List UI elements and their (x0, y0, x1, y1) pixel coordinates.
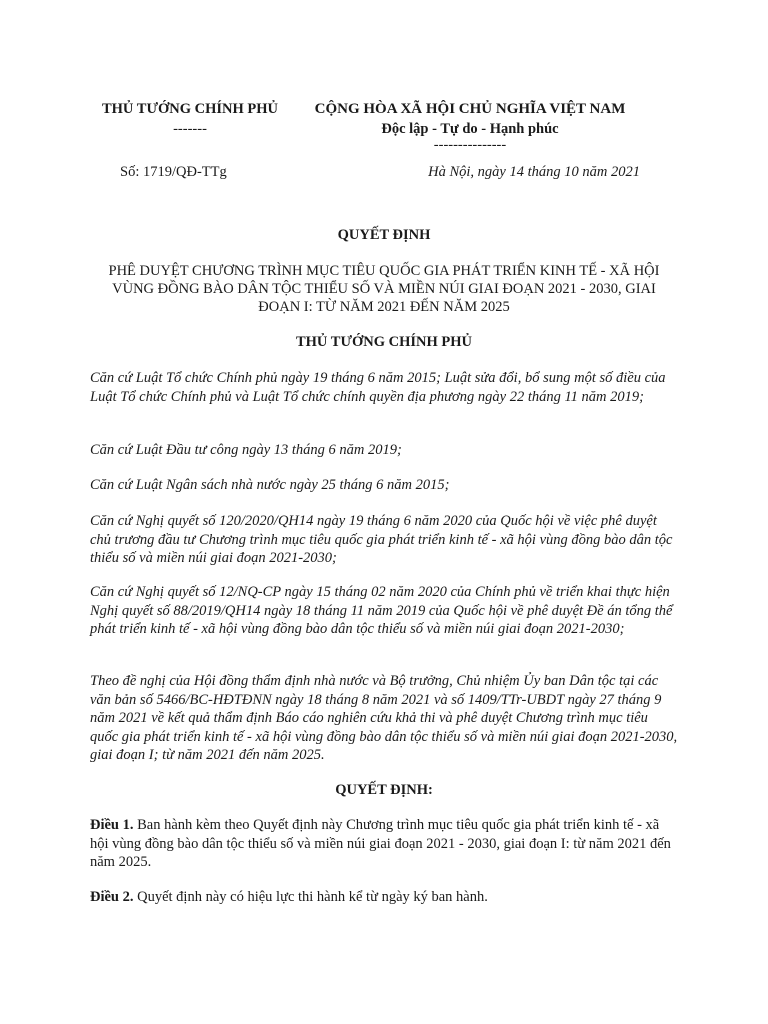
motto-rule: --------------- (433, 137, 507, 153)
issuing-authority: THỦ TƯỚNG CHÍNH PHỦ (295, 334, 473, 350)
preamble-paragraph: Căn cứ Luật Ngân sách nhà nước ngày 25 tháng 6 năm 2015; (90, 477, 450, 493)
article-label: Điều 2. (90, 889, 134, 905)
national-title: CỘNG HÒA XÃ HỘI CHỦ NGHĨA VIỆT NAM (314, 101, 626, 117)
preamble-paragraph: Theo đề nghị của Hội đồng thẩm định nhà nước và Bộ trưởng, Chủ nhiệm Ủy ban Dân tộc tại các văn bản số 5466/BC-HĐTĐNN ngày 18 tháng 8 năm 2021 và số 1409/TTr-UBDT ngày 27 tháng 9 năm 2021 về kết quả thẩm định Báo cáo nghiên cứu khả thi và phê duyệt Chương trình mục tiêu quốc gia phát triển kinh tế - xã hội vùng đồng bào dân tộc thiểu số và miền núi giai đoạn 2021-2030, giai đoạn I; từ năm 2021 đến năm 2025. (90, 673, 678, 763)
agency-rule: ------- (173, 121, 207, 137)
article-text: Ban hành kèm theo Quyết định này Chương trình mục tiêu quốc gia phát triển kinh tế - xã hội vùng đồng bào dân tộc thiểu số và miền núi giai đoạn 2021 - 2030, giai đoạn I: từ năm 2021 đến năm 2025. (90, 817, 671, 870)
article-text: Quyết định này có hiệu lực thi hành kể từ ngày ký ban hành. (133, 889, 488, 905)
article-label: Điều 1. (90, 817, 134, 833)
place-and-date: Hà Nội, ngày 14 tháng 10 năm 2021 (428, 164, 640, 180)
article-2 (90, 888, 678, 907)
document-type: QUYẾT ĐỊNH (337, 227, 431, 243)
article-1 (90, 816, 678, 872)
issuing-agency: THỦ TƯỚNG CHÍNH PHỦ (101, 101, 279, 117)
decision-heading: QUYẾT ĐỊNH: (335, 782, 433, 798)
preamble-paragraph: Căn cứ Luật Đầu tư công ngày 13 tháng 6 năm 2019; (90, 442, 402, 458)
national-motto: Độc lập - Tự do - Hạnh phúc (381, 121, 559, 137)
preamble-paragraph: Căn cứ Nghị quyết số 12/NQ-CP ngày 15 tháng 02 năm 2020 của Chính phủ về triển khai thực hiện Nghị quyết số 88/2019/QH14 ngày 18 tháng 11 năm 2019 của Quốc hội về phê duyệt Đề án tổng thể phát triển kinh tế - xã hội vùng đồng bào dân tộc thiểu số và miền núi giai đoạn 2021-2030; (90, 584, 673, 637)
document-number: Số: 1719/QĐ-TTg (120, 164, 227, 180)
document-subject: PHÊ DUYỆT CHƯƠNG TRÌNH MỤC TIÊU QUỐC GIA PHÁT TRIỂN KINH TẾ - XÃ HỘI VÙNG ĐỒNG BÀO DÂN TỘC THIỂU SỐ VÀ MIỀN NÚI GIAI ĐOẠN 2021 - 2030, GIAI ĐOẠN I: TỪ NĂM 2021 ĐẾN NĂM 2025 (108, 263, 660, 315)
preamble-paragraph: Căn cứ Nghị quyết số 120/2020/QH14 ngày 19 tháng 6 năm 2020 của Quốc hội về việc phê duyệt chủ trương đầu tư Chương trình mục tiêu quốc gia phát triển kinh tế - xã hội vùng đồng bào dân tộc thiểu số và miền núi giai đoạn 2021-2030; (90, 513, 673, 566)
preamble-paragraph: Căn cứ Luật Tổ chức Chính phủ ngày 19 tháng 6 năm 2015; Luật sửa đổi, bổ sung một số điều của Luật Tổ chức Chính phủ và Luật Tổ chức chính quyền địa phương ngày 22 tháng 11 năm 2019; (90, 370, 666, 405)
